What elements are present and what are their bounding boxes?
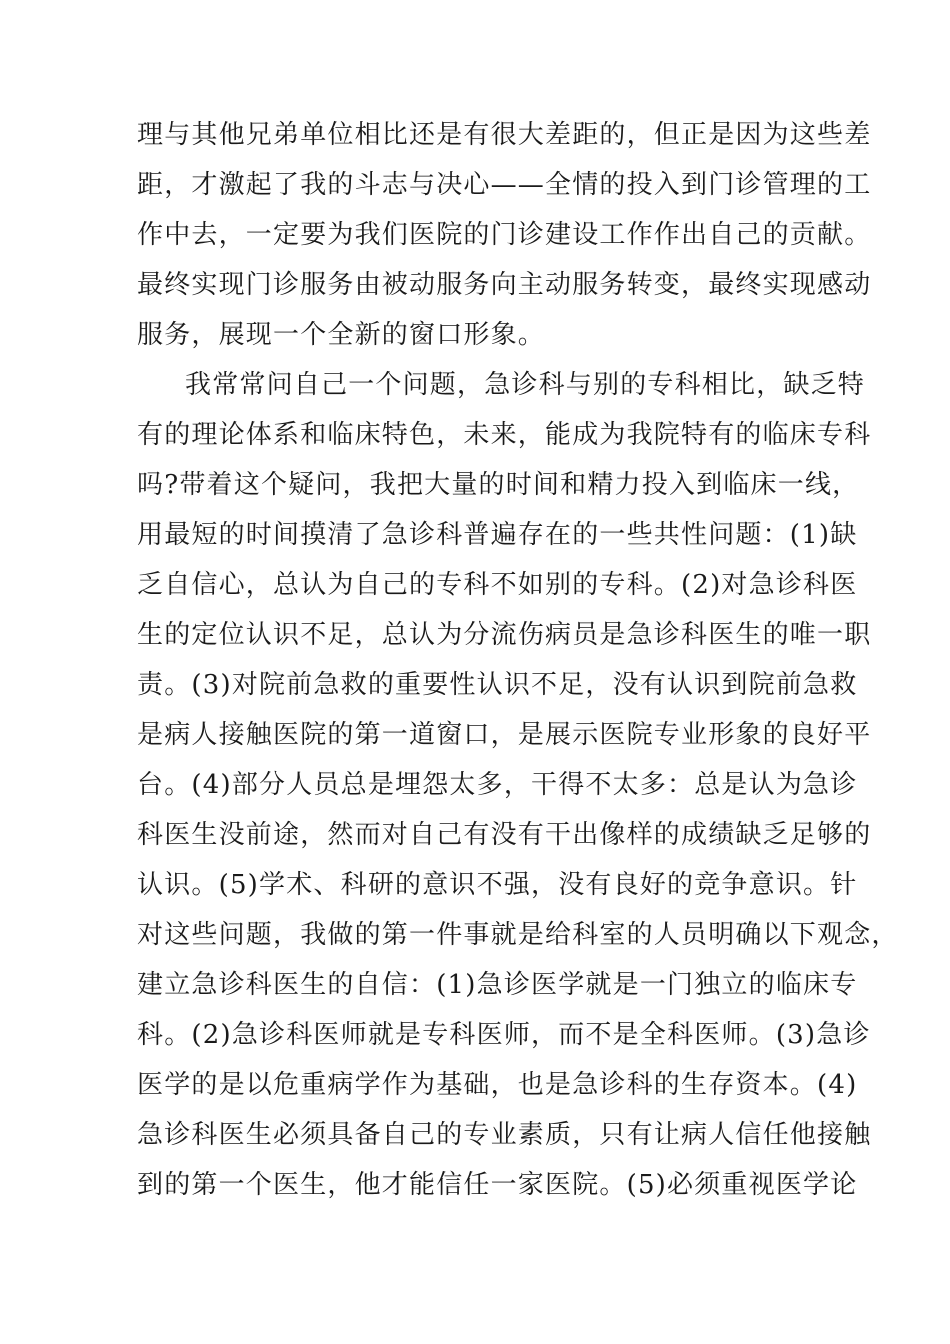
text-line: 急诊科医生必须具备自己的专业素质，只有让病人信任他接触: [137, 1120, 872, 1150]
text-line: 作中去，一定要为我们医院的门诊建设工作作出自己的贡献。: [137, 220, 872, 250]
text-line: 服务，展现一个全新的窗口形象。: [137, 320, 546, 350]
text-line: 对这些问题，我做的第一件事就是给科室的人员明确以下观念，: [137, 920, 899, 950]
text-line: 距，才激起了我的斗志与决心——全情的投入到门诊管理的工: [137, 170, 872, 200]
text-line: 台。(4)部分人员总是埋怨太多，干得不太多：总是认为急诊: [137, 770, 858, 800]
text-line: 用最短的时间摸清了急诊科普遍存在的一些共性问题：(1)缺: [137, 520, 858, 550]
text-line: 是病人接触医院的第一道窗口，是展示医院专业形象的良好平: [137, 720, 872, 750]
text-line: 有的理论体系和临床特色，未来，能成为我院特有的临床专科: [137, 420, 872, 450]
text-line: 建立急诊科医生的自信：(1)急诊医学就是一门独立的临床专: [137, 970, 858, 1000]
text-line: 认识。(5)学术、科研的意识不强，没有良好的竞争意识。针: [137, 870, 858, 900]
paragraph-first-line: 我常常问自己一个问题，急诊科与别的专科相比，缺乏特: [185, 370, 866, 400]
text-line: 责。(3)对院前急救的重要性认识不足，没有认识到院前急救: [137, 670, 858, 700]
text-line: 科。(2)急诊科医师就是专科医师，而不是全科医师。(3)急诊: [137, 1020, 871, 1050]
text-line: 医学的是以危重病学作为基础，也是急诊科的生存资本。(4): [137, 1070, 858, 1100]
text-line: 吗?带着这个疑问，我把大量的时间和精力投入到临床一线，: [137, 470, 860, 500]
text-line: 生的定位认识不足，总认为分流伤病员是急诊科医生的唯一职: [137, 620, 872, 650]
text-line: 理与其他兄弟单位相比还是有很大差距的，但正是因为这些差: [137, 120, 872, 150]
text-line: 乏自信心，总认为自己的专科不如别的专科。(2)对急诊科医: [137, 570, 858, 600]
text-line: 最终实现门诊服务由被动服务向主动服务转变，最终实现感动: [137, 270, 872, 300]
text-line: 科医生没前途，然而对自己有没有干出像样的成绩缺乏足够的: [137, 820, 872, 850]
text-line: 到的第一个医生，他才能信任一家医院。(5)必须重视医学论: [137, 1170, 858, 1200]
